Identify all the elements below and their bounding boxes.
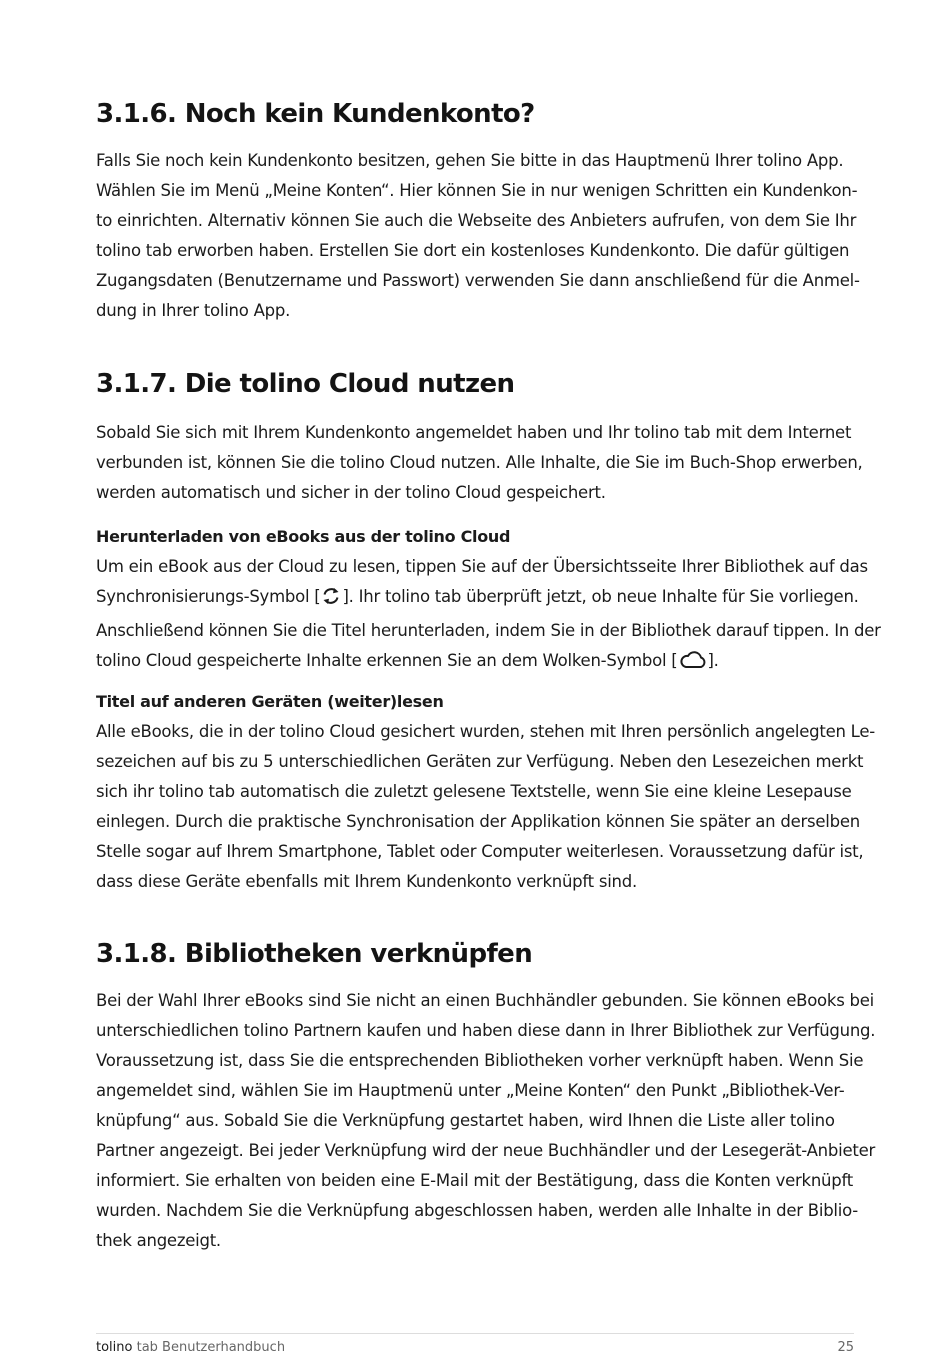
text-line: werden automatisch und sicher in der tolino Cloud gespeichert.: [96, 483, 606, 502]
text-line: Voraussetzung ist, dass Sie die entsprechenden Bibliotheken vorher verknüpft haben. Wenn Sie: [96, 1051, 864, 1070]
paragraph-kundenkonto: [96, 146, 860, 326]
text-line: Um ein eBook aus der Cloud zu lesen, tippen Sie auf der Übersichtsseite Ihrer Bibliothek auf das: [96, 557, 868, 576]
subheading-herunterladen: Herunterladen von eBooks aus der tolino Cloud: [96, 527, 511, 546]
text-segment: Synchronisierungs-Symbol [: [96, 587, 321, 606]
paragraph-herunterladen: [96, 552, 881, 680]
paragraph-cloud-intro: [96, 418, 863, 508]
page-footer: [96, 1333, 854, 1355]
text-line: sich ihr tolino tab automatisch die zuletzt gelesene Textstelle, wenn Sie eine kleine Lesepause: [96, 782, 852, 801]
text-segment: ].: [707, 651, 719, 670]
section-heading-3-1-7: 3.1.7. Die tolino Cloud nutzen: [96, 369, 515, 399]
text-line: to einrichten. Alternativ können Sie auch die Webseite des Anbieters aufrufen, von dem Sie Ihr: [96, 211, 857, 230]
text-line: Stelle sogar auf Ihrem Smartphone, Tablet oder Computer weiterlesen. Voraussetzung dafür ist,: [96, 842, 864, 861]
page-number: 25: [837, 1340, 854, 1355]
text-line: dass diese Geräte ebenfalls mit Ihrem Kundenkonto verknüpft sind.: [96, 872, 637, 891]
text-segment: ]. Ihr tolino tab überprüft jetzt, ob neue Inhalte für Sie vorliegen.: [342, 587, 859, 606]
footer-title: tab Benutzerhandbuch: [132, 1340, 286, 1355]
text-line: dung in Ihrer tolino App.: [96, 301, 291, 320]
text-line: knüpfung“ aus. Sobald Sie die Verknüpfung gestartet haben, wird Ihnen die Liste aller tolino: [96, 1111, 835, 1130]
text-line: Partner angezeigt. Bei jeder Verknüpfung wird der neue Buchhändler und der Lesegerät-Anbieter: [96, 1141, 876, 1160]
text-line: Zugangsdaten (Benutzername und Passwort) verwenden Sie dann anschließend für die Anmel-: [96, 271, 860, 290]
section-heading-3-1-8: 3.1.8. Bibliotheken verknüpfen: [96, 939, 533, 969]
text-line: Bei der Wahl Ihrer eBooks sind Sie nicht an einen Buchhändler gebunden. Sie können eBooks bei: [96, 991, 875, 1010]
text-line: tolino tab erworben haben. Erstellen Sie dort ein kostenloses Kundenkonto. Die dafür gültigen: [96, 241, 850, 260]
footer-brand: tolino: [96, 1340, 133, 1355]
sync-icon: [320, 586, 342, 616]
text-line: Wählen Sie im Menü „Meine Konten“. Hier können Sie in nur wenigen Schritten ein Kundenkon-: [96, 181, 858, 200]
text-line: verbunden ist, können Sie die tolino Cloud nutzen. Alle Inhalte, die Sie im Buch-Shop erwerben,: [96, 453, 863, 472]
cloud-icon: [678, 650, 708, 680]
text-line: thek angezeigt.: [96, 1231, 221, 1250]
text-line: informiert. Sie erhalten von beiden eine E-Mail mit der Bestätigung, dass die Konten verknüpft: [96, 1171, 853, 1190]
section-heading-3-1-6: 3.1.6. Noch kein Kundenkonto?: [96, 99, 535, 129]
text-line: Alle eBooks, die in der tolino Cloud gesichert wurden, stehen mit Ihren persönlich angelegten Le-: [96, 722, 875, 741]
paragraph-weiterlesen: [96, 717, 875, 897]
text-line: angemeldet sind, wählen Sie im Hauptmenü unter „Meine Konten“ den Punkt „Bibliothek-Ver-: [96, 1081, 845, 1100]
text-line: wurden. Nachdem Sie die Verknüpfung abgeschlossen haben, werden alle Inhalte in der Biblio-: [96, 1201, 858, 1220]
text-line: unterschiedlichen tolino Partnern kaufen und haben diese dann in Ihrer Bibliothek zur Verfügung.: [96, 1021, 876, 1040]
subheading-weiterlesen: Titel auf anderen Geräten (weiter)lesen: [96, 692, 444, 711]
paragraph-bibliotheken: [96, 986, 875, 1256]
text-line: Sobald Sie sich mit Ihrem Kundenkonto angemeldet haben und Ihr tolino tab mit dem Internet: [96, 423, 852, 442]
text-line: [96, 582, 881, 616]
text-line: sezeichen auf bis zu 5 unterschiedlichen Geräten zur Verfügung. Neben den Lesezeichen merkt: [96, 752, 864, 771]
text-line: einlegen. Durch die praktische Synchronisation der Applikation können Sie später an derselben: [96, 812, 860, 831]
text-segment: tolino Cloud gespeicherte Inhalte erkennen Sie an dem Wolken-Symbol [: [96, 651, 678, 670]
text-line: [96, 646, 881, 680]
text-line: Anschließend können Sie die Titel herunterladen, indem Sie in der Bibliothek darauf tippen. In der: [96, 621, 881, 640]
text-line: Falls Sie noch kein Kundenkonto besitzen, gehen Sie bitte in das Hauptmenü Ihrer tolino App.: [96, 151, 844, 170]
